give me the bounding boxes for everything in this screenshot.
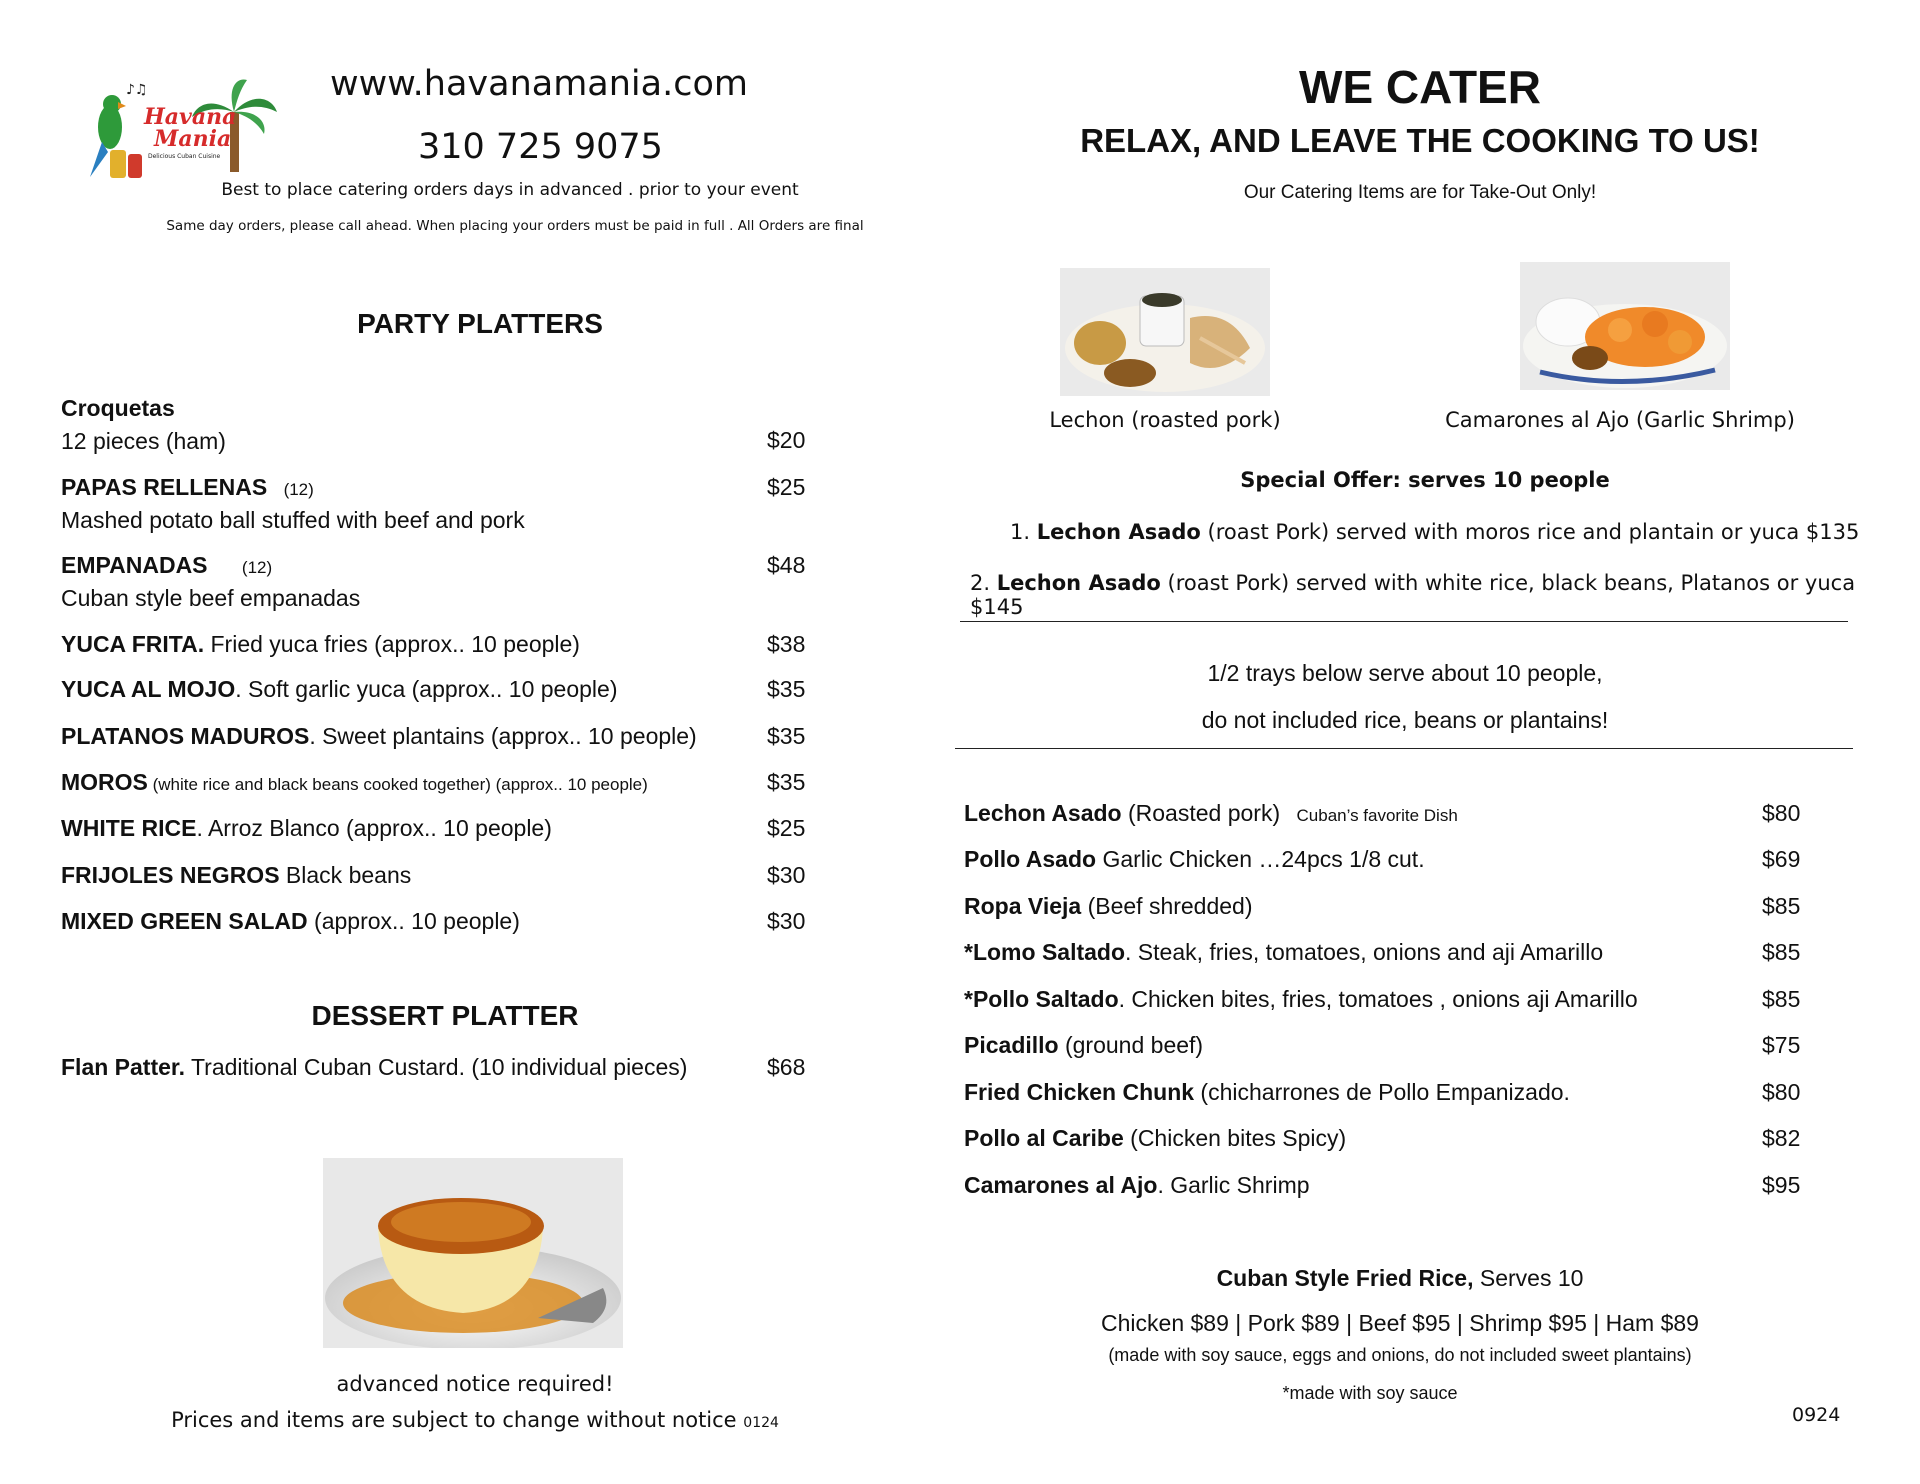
menu-item-flan <box>61 1054 811 1081</box>
item-name: Pollo Asado <box>964 846 1097 872</box>
item-price: $30 <box>767 908 806 934</box>
item-name: YUCA FRITA. <box>61 631 205 657</box>
item-name: Lechon Asado <box>964 800 1122 826</box>
offer-name: Lechon Asado <box>996 571 1161 595</box>
havana-mania-logo <box>82 72 282 184</box>
item-name: Croquetas <box>61 395 175 421</box>
menu-item-mixed-green-salad <box>61 908 811 935</box>
soy-sauce-note: *made with soy sauce <box>1282 1383 1458 1403</box>
offer-name: Lechon Asado <box>1036 520 1201 544</box>
tray-item-pollo-saltado <box>964 986 1804 1013</box>
item-desc: Traditional Cuban Custard. (10 individual pieces) <box>184 1054 688 1080</box>
item-price: $35 <box>767 723 806 749</box>
menu-item-empanadas <box>61 552 811 612</box>
tray-item-picadillo <box>964 1032 1804 1059</box>
tray-item-fried-chicken-chunk <box>964 1079 1804 1106</box>
menu-item-moros <box>61 769 811 796</box>
item-name: Pollo al Caribe <box>964 1125 1124 1151</box>
item-desc: (approx.. 10 people) <box>307 908 520 934</box>
item-desc: (ground beef) <box>1058 1032 1204 1058</box>
item-name: Picadillo <box>964 1032 1059 1058</box>
phone-number: 310 725 9075 <box>418 127 663 167</box>
item-desc: Black beans <box>279 862 412 888</box>
item-price: $35 <box>767 769 806 795</box>
left-page-code: 0124 <box>743 1415 779 1431</box>
offer-number: 1. <box>1010 520 1031 544</box>
item-desc: . Soft garlic yuca (approx.. 10 people) <box>235 676 618 702</box>
fried-rice-prices: Chicken $89 | Pork $89 | Beef $95 | Shrimp $95 | Ham $89 <box>1101 1310 1699 1336</box>
same-day-order-note: Same day orders, please call ahead. When placing your orders must be paid in full . All Orders are final <box>166 218 864 234</box>
advance-notice-footer: advanced notice required! <box>336 1372 614 1396</box>
item-name: Fried Chicken Chunk <box>964 1079 1195 1105</box>
item-name: *Lomo Saltado <box>964 939 1126 965</box>
item-price: $85 <box>1762 893 1801 919</box>
item-desc: 12 pieces (ham) <box>61 428 226 454</box>
special-offer-2 <box>970 571 1910 619</box>
item-name: Ropa Vieja <box>964 893 1082 919</box>
menu-item-white-rice <box>61 815 811 842</box>
price-change-footer <box>150 1408 800 1432</box>
item-desc: . Steak, fries, tomatoes, onions and aji Amarillo <box>1125 939 1604 965</box>
item-name: *Pollo Saltado <box>964 986 1119 1012</box>
tray-note-1: 1/2 trays below serve about 10 people, <box>1207 660 1603 686</box>
item-desc: (white rice and black beans cooked together) (approx.. 10 people) <box>147 775 648 794</box>
website-url: www.havanamania.com <box>330 64 748 104</box>
item-price: $25 <box>767 815 806 841</box>
special-offer-1 <box>1010 520 1910 544</box>
item-name: FRIJOLES NEGROS <box>61 862 280 888</box>
item-name: Flan Patter. <box>61 1054 185 1080</box>
svg-text:Havana: Havana <box>144 104 237 130</box>
dessert-platter-title: DESSERT PLATTER <box>311 1000 579 1031</box>
divider-top <box>960 621 1848 622</box>
svg-text:Mania: Mania <box>154 126 232 152</box>
tray-item-pollo-asado <box>964 846 1804 873</box>
tray-item-lechon-asado <box>964 800 1804 827</box>
special-offer-title: Special Offer: serves 10 people <box>1240 468 1610 492</box>
offer-desc: (roast Pork) served with white rice, black beans, Platanos or yuca $145 <box>970 571 1856 619</box>
takeout-only-note: Our Catering Items are for Take-Out Only! <box>1243 182 1597 203</box>
item-desc: (Chicken bites Spicy) <box>1123 1125 1347 1151</box>
item-desc: Mashed potato ball stuffed with beef and pork <box>61 507 525 533</box>
item-price: $68 <box>767 1054 806 1080</box>
item-desc: . Chicken bites, fries, tomatoes , onions aji Amarillo <box>1118 986 1638 1012</box>
camarones-photo <box>1520 262 1730 390</box>
item-desc: . Garlic Shrimp <box>1157 1172 1310 1198</box>
menu-item-yuca-al-mojo <box>61 676 811 703</box>
item-name: PAPAS RELLENAS <box>61 474 268 500</box>
item-desc: (chicharrones de Pollo Empanizado. <box>1194 1079 1570 1105</box>
item-desc: . Arroz Blanco (approx.. 10 people) <box>196 815 552 841</box>
fried-rice-name: Cuban Style Fried Rice, <box>1216 1265 1474 1291</box>
lechon-photo <box>1060 268 1270 396</box>
tray-item-camarones-al-ajo <box>964 1172 1804 1199</box>
svg-text:♪♫: ♪♫ <box>126 82 148 98</box>
item-price: $69 <box>1762 846 1801 872</box>
tray-item-lomo-saltado <box>964 939 1804 966</box>
camarones-caption: Camarones al Ajo (Garlic Shrimp) <box>1445 408 1795 432</box>
svg-text:Delicious Cuban Cuisine: Delicious Cuban Cuisine <box>148 153 221 160</box>
item-price: $80 <box>1762 1079 1801 1105</box>
fried-rice-title <box>1080 1265 1720 1292</box>
right-page-code: 0924 <box>1792 1404 1841 1426</box>
item-price: $35 <box>767 676 806 702</box>
item-price: $80 <box>1762 800 1801 826</box>
lechon-caption: Lechon (roasted pork) <box>1049 408 1281 432</box>
item-desc: (Beef shredded) <box>1081 893 1253 919</box>
item-price: $20 <box>767 427 806 453</box>
item-desc: Cuban style beef empanadas <box>61 585 361 611</box>
item-name: PLATANOS MADUROS <box>61 723 310 749</box>
item-price: $85 <box>1762 986 1801 1012</box>
menu-item-frijoles-negros <box>61 862 811 889</box>
tray-item-pollo-al-caribe <box>964 1125 1804 1152</box>
item-name: YUCA AL MOJO <box>61 676 236 702</box>
tray-item-ropa-vieja <box>964 893 1804 920</box>
item-desc: Garlic Chicken …24pcs 1/8 cut. <box>1096 846 1425 872</box>
item-price: $30 <box>767 862 806 888</box>
item-name: MIXED GREEN SALAD <box>61 908 308 934</box>
party-platters-title: PARTY PLATTERS <box>357 308 603 339</box>
item-extra: Cuban’s favorite Dish <box>1296 806 1458 825</box>
item-qty: (12) <box>283 480 314 499</box>
offer-desc: (roast Pork) served with moros rice and plantain or yuca $135 <box>1200 520 1860 544</box>
item-price: $38 <box>767 631 806 657</box>
advance-order-note: Best to place catering orders days in advanced . prior to your event <box>221 180 799 200</box>
menu-item-papas-rellenas <box>61 474 811 534</box>
we-cater-title: WE CATER <box>1299 61 1541 113</box>
item-desc: Fried yuca fries (approx.. 10 people) <box>204 631 580 657</box>
offer-number: 2. <box>970 571 991 595</box>
price-change-text: Prices and items are subject to change without notice <box>171 1408 737 1432</box>
item-name: WHITE RICE <box>61 815 197 841</box>
item-qty: (12) <box>241 558 273 577</box>
item-price: $85 <box>1762 939 1801 965</box>
item-price: $82 <box>1762 1125 1801 1151</box>
relax-subtitle: RELAX, AND LEAVE THE COOKING TO US! <box>1080 122 1760 159</box>
item-name: MOROS <box>61 769 148 795</box>
fried-rice-serves: Serves 10 <box>1473 1265 1584 1291</box>
item-desc: . Sweet plantains (approx.. 10 people) <box>309 723 697 749</box>
item-name: EMPANADAS <box>61 552 208 578</box>
flan-photo <box>323 1158 623 1348</box>
divider-bottom <box>955 748 1853 749</box>
menu-item-platanos-maduros <box>61 723 811 750</box>
fried-rice-note: (made with soy sauce, eggs and onions, do not included sweet plantains) <box>1108 1345 1692 1365</box>
tray-note-2: do not included rice, beans or plantains! <box>1201 707 1609 733</box>
menu-item-croquetas <box>61 395 811 455</box>
menu-item-yuca-frita <box>61 631 811 658</box>
item-name: Camarones al Ajo <box>964 1172 1158 1198</box>
item-price: $48 <box>767 552 806 578</box>
item-price: $75 <box>1762 1032 1801 1058</box>
item-price: $95 <box>1762 1172 1801 1198</box>
item-desc: (Roasted pork) <box>1121 800 1281 826</box>
item-price: $25 <box>767 474 806 500</box>
